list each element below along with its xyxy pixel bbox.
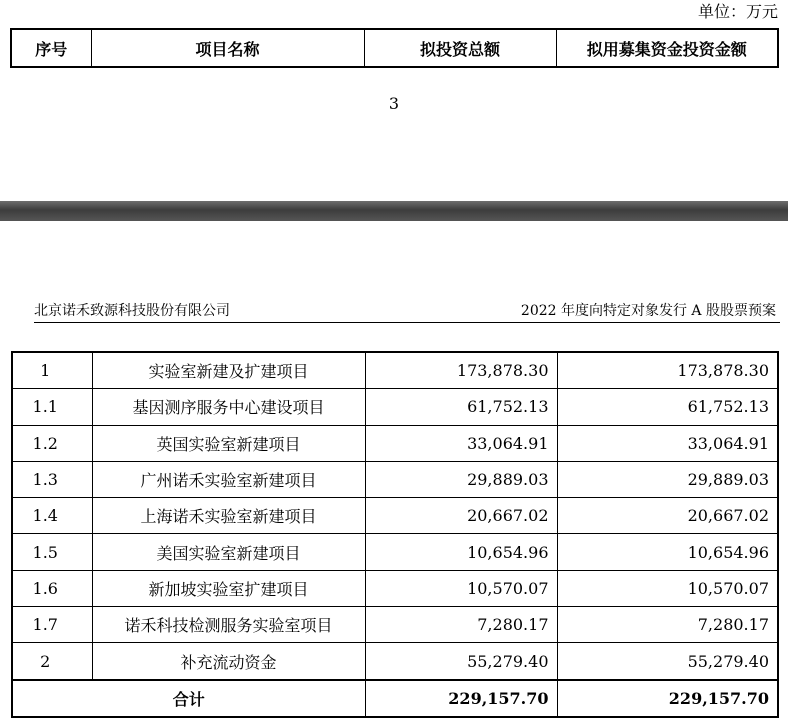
cell-project-name: 诺禾科技检测服务实验室项目 xyxy=(92,607,365,643)
cell-project-name: 实验室新建及扩建项目 xyxy=(92,352,365,389)
table-header xyxy=(10,28,779,68)
page-number: 3 xyxy=(388,94,400,113)
cell-project-name: 上海诺禾实验室新建项目 xyxy=(92,498,365,534)
header-serial-number: 序号 xyxy=(11,29,91,67)
table-row xyxy=(12,461,778,497)
cell-serial-number: 1.3 xyxy=(12,461,92,497)
cell-raised-funds: 33,064.91 xyxy=(557,425,778,461)
table-row xyxy=(12,425,778,461)
cell-project-name: 英国实验室新建项目 xyxy=(92,425,365,461)
total-row xyxy=(12,680,778,717)
cell-serial-number: 2 xyxy=(12,643,92,680)
table-row xyxy=(12,389,778,425)
cell-total-investment: 173,878.30 xyxy=(365,352,557,389)
cell-total-investment: 10,654.96 xyxy=(365,534,557,570)
header-project-name: 项目名称 xyxy=(91,29,364,67)
cell-raised-funds: 7,280.17 xyxy=(557,607,778,643)
cell-project-name: 广州诺禾实验室新建项目 xyxy=(92,461,365,497)
table-row xyxy=(12,498,778,534)
cell-total-investment: 33,064.91 xyxy=(365,425,557,461)
unit-label: 单位：万元 xyxy=(697,2,778,21)
cell-raised-funds: 10,570.07 xyxy=(557,570,778,606)
total-investment-sum: 229,157.70 xyxy=(365,680,557,717)
cell-project-name: 补充流动资金 xyxy=(92,643,365,680)
cell-serial-number: 1.4 xyxy=(12,498,92,534)
cell-serial-number: 1 xyxy=(12,352,92,389)
total-label: 合计 xyxy=(12,680,365,717)
cell-raised-funds: 10,654.96 xyxy=(557,534,778,570)
cell-project-name: 基因测序服务中心建设项目 xyxy=(92,389,365,425)
table-row xyxy=(12,534,778,570)
table-row xyxy=(12,352,778,389)
cell-raised-funds: 55,279.40 xyxy=(557,643,778,680)
cell-total-investment: 29,889.03 xyxy=(365,461,557,497)
table-row xyxy=(12,607,778,643)
header-total-investment: 拟投资总额 xyxy=(364,29,556,67)
cell-raised-funds: 61,752.13 xyxy=(557,389,778,425)
cell-raised-funds: 29,889.03 xyxy=(557,461,778,497)
cell-raised-funds: 20,667.02 xyxy=(557,498,778,534)
company-name: 北京诺禾致源科技股份有限公司 xyxy=(34,303,230,319)
header-raised-funds: 拟用募集资金投资金额 xyxy=(556,29,778,67)
running-header xyxy=(34,298,780,323)
page-separator xyxy=(0,201,788,221)
cell-total-investment: 55,279.40 xyxy=(365,643,557,680)
table-row xyxy=(12,643,778,680)
cell-total-investment: 7,280.17 xyxy=(365,607,557,643)
cell-total-investment: 20,667.02 xyxy=(365,498,557,534)
cell-serial-number: 1.5 xyxy=(12,534,92,570)
header-row xyxy=(11,29,778,67)
cell-raised-funds: 173,878.30 xyxy=(557,352,778,389)
table-row xyxy=(12,570,778,606)
cell-project-name: 新加坡实验室扩建项目 xyxy=(92,570,365,606)
total-raised-sum: 229,157.70 xyxy=(557,680,778,717)
cell-serial-number: 1.2 xyxy=(12,425,92,461)
cell-serial-number: 1.1 xyxy=(12,389,92,425)
cell-total-investment: 61,752.13 xyxy=(365,389,557,425)
document-title: 2022 年度向特定对象发行 A 股股票预案 xyxy=(520,303,776,319)
cell-total-investment: 10,570.07 xyxy=(365,570,557,606)
investment-table xyxy=(11,351,779,718)
cell-project-name: 美国实验室新建项目 xyxy=(92,534,365,570)
cell-serial-number: 1.7 xyxy=(12,607,92,643)
cell-serial-number: 1.6 xyxy=(12,570,92,606)
